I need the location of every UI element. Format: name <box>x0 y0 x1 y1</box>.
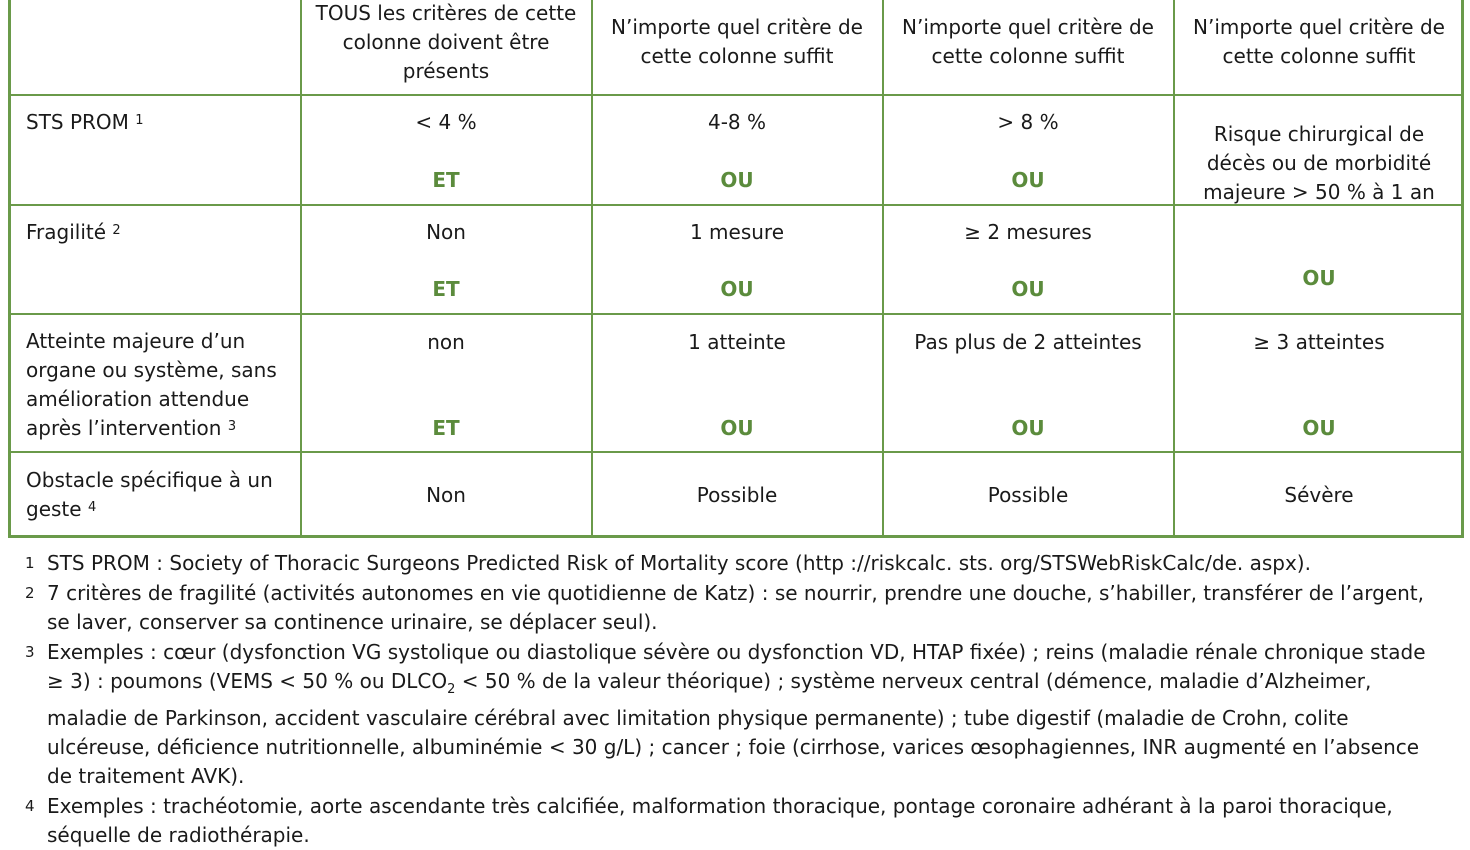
header-col-3: N’importe quel critère de cette colonne suffit <box>902 15 1154 68</box>
cell-frag-col1: Non <box>426 220 466 244</box>
col-divider <box>882 0 884 535</box>
keyword-ou: OU <box>1302 266 1336 290</box>
footnote-1: 1 STS PROM : Society of Thoracic Surgeons Predicted Risk of Mortality score (http ://riskcalc. sts. org/STSWebRiskCalc/de. aspx). <box>25 551 1311 575</box>
footnote-4: 4 Exemples : trachéotomie, aorte ascendante très calcifiée, malformation thoracique, pontage coronaire adhérant à la paroi thoracique, séquelle de radiothérapie. <box>25 794 1393 847</box>
keyword-et: ET <box>432 168 460 192</box>
cell-obstacle-col3: Possible <box>987 483 1069 507</box>
cell-atteinte-col4: ≥ 3 atteintes <box>1253 330 1385 354</box>
row-divider <box>1174 313 1461 315</box>
keyword-ou: OU <box>1011 168 1045 192</box>
footnote-3: 3 Exemples : cœur (dysfonction VG systolique ou diastolique sévère ou dysfonction VD, HTAP fixée) ; reins (maladie rénale chronique stade ≥ 3) : poumons (VEMS < 50 % ou $DLCO_2 < 50$ % de la valeur théorique) ; système nerveux central (démence, maladie d’Alzheimer, maladie de Parkinson, accident vasculaire cérébral avec limitation physique permanente) ; tube digestif (maladie de Crohn, colite ulcéreuse, déficience nutritionnelle, albuminémie < 30 g/L) ; cancer ; foie (cirrhose, varices œsophagiennes, INR augmenté en l’absence de traitement AVK). <box>25 640 1426 788</box>
cell-atteinte-col3: Pas plus de 2 atteintes <box>914 330 1142 354</box>
row-divider <box>11 451 1461 453</box>
header-col-2: N’importe quel critère de cette colonne suffit <box>611 15 863 68</box>
col-divider <box>591 0 593 535</box>
header-col-1: TOUS les critères de cette colonne doivent être présents <box>315 1 577 83</box>
keyword-ou: OU <box>720 168 754 192</box>
row-label-atteinte: Atteinte majeure d’un organe ou système, sans amélioration attendue après l’intervention $^3$ <box>26 329 277 440</box>
row-label-sts-prom: STS PROM $^1$ <box>26 110 144 134</box>
cell-frag-col3: ≥ 2 mesures <box>964 220 1092 244</box>
keyword-et: ET <box>432 416 460 440</box>
criteria-table <box>8 0 1464 847</box>
col-divider <box>300 0 302 535</box>
cell-obstacle-col2: Possible <box>696 483 778 507</box>
row-divider <box>11 94 1461 96</box>
cell-sts-col1: < 4 % <box>415 110 477 134</box>
keyword-ou: OU <box>720 416 754 440</box>
header-col-4: N’importe quel critère de cette colonne suffit <box>1193 15 1445 68</box>
cell-atteinte-col1: non <box>427 330 465 354</box>
cell-sts-col2: 4-8 % <box>707 110 767 134</box>
col-divider <box>1173 0 1175 535</box>
cell-obstacle-col4: Sévère <box>1284 483 1354 507</box>
keyword-ou: OU <box>1011 416 1045 440</box>
cell-merged-risk: Risque chirurgical de décès ou de morbidité majeure > 50 % à 1 an <box>1203 122 1435 204</box>
footnote-2: 2 7 critères de fragilité (activités autonomes en vie quotidienne de Katz) : se nourrir, prendre une douche, s’habiller, transférer de l’argent, se laver, conserver sa continence urinaire, se déplacer seul). <box>25 581 1425 634</box>
table-grid <box>11 0 1461 535</box>
cell-sts-col3: > 8 % <box>997 110 1059 134</box>
keyword-ou: OU <box>1011 277 1045 301</box>
footnotes <box>11 535 1461 847</box>
cell-frag-col2: 1 mesure <box>689 220 785 244</box>
cell-atteinte-col2: 1 atteinte <box>688 330 786 354</box>
cell-obstacle-col1: Non <box>426 483 466 507</box>
row-label-fragilite: Fragilité $^2$ <box>26 220 121 244</box>
row-label-obstacle: Obstacle spécifique à un geste $^4$ <box>26 468 273 521</box>
keyword-ou: OU <box>720 277 754 301</box>
keyword-ou: OU <box>1302 416 1336 440</box>
keyword-et: ET <box>432 277 460 301</box>
